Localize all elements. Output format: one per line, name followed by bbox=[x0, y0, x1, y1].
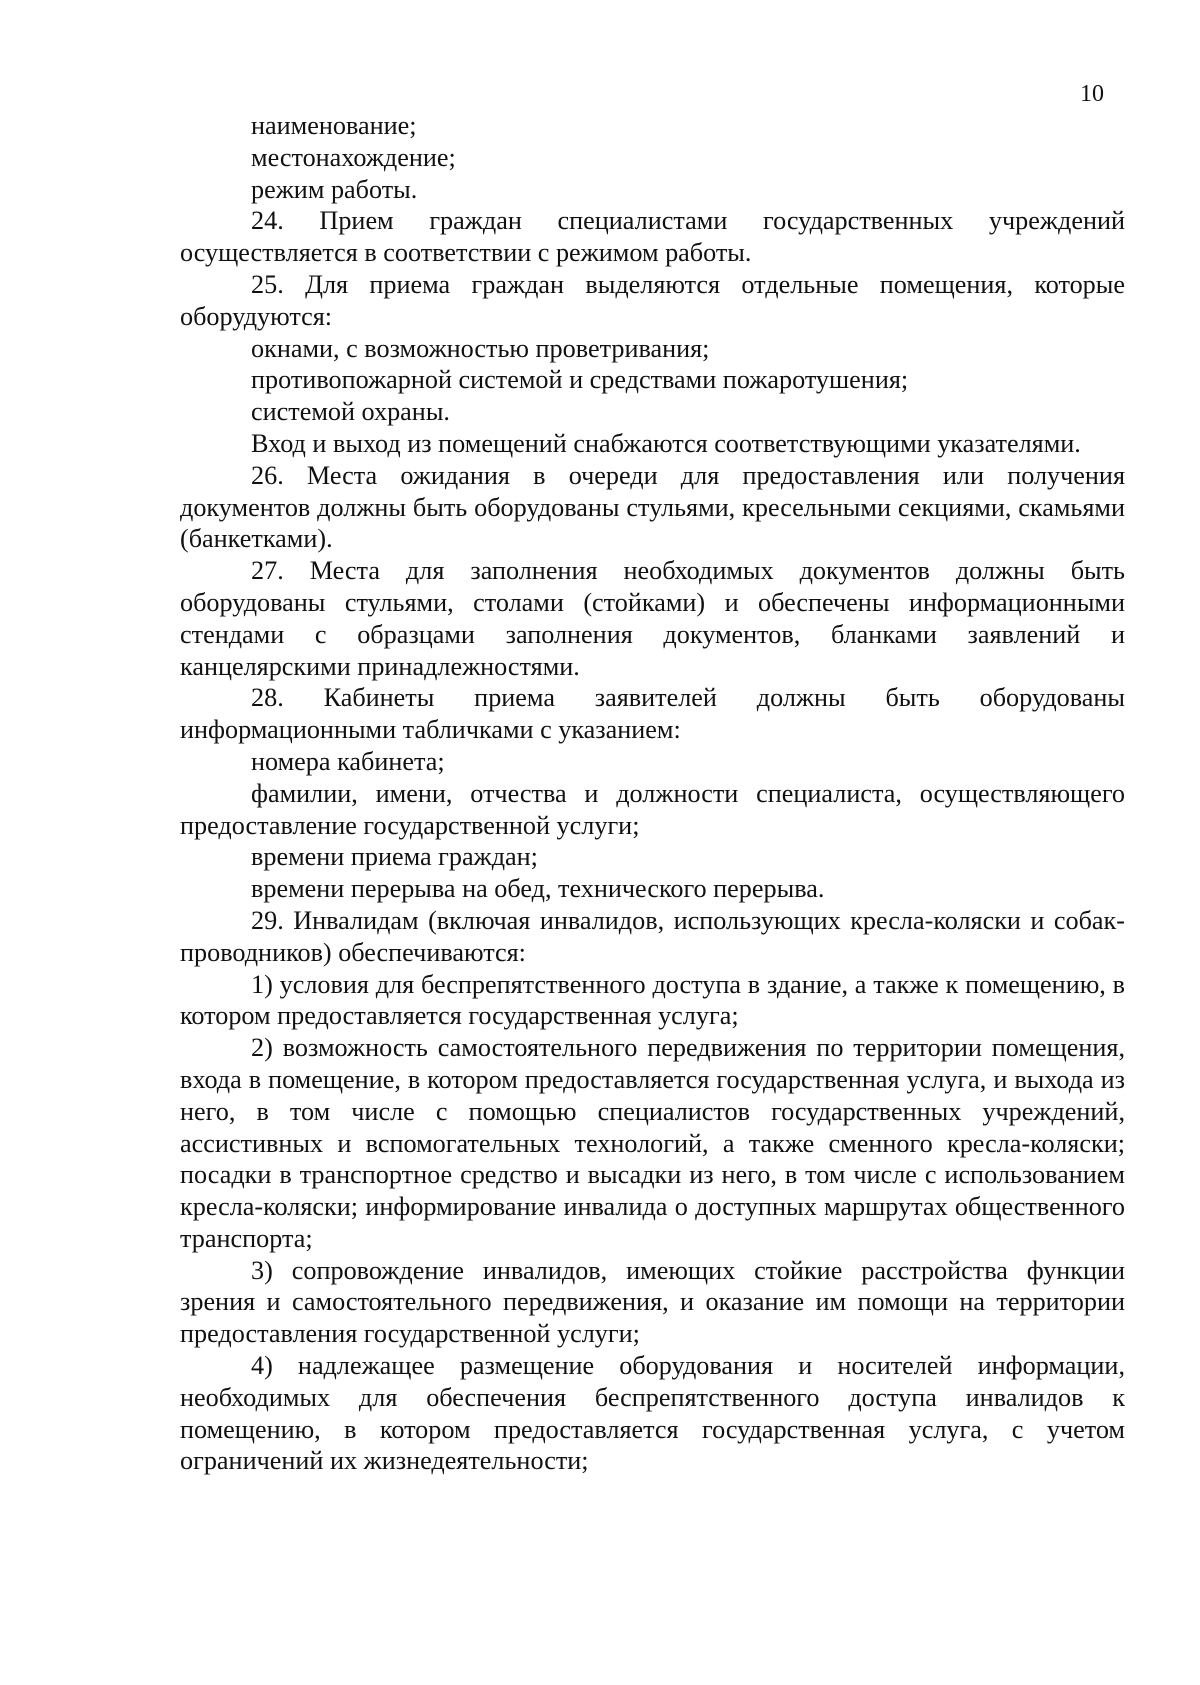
paragraph-list-item: противопожарной системой и средствами пожаротушения; bbox=[251, 365, 909, 395]
paragraph-subitem-4: 4) надлежащее размещение оборудования и носителей информации, необходимых для обеспечения беспрепятственного доступа инвалидов к помещению, в котором предоставляется государственная услуга, с учетом ограничений их жизнедеятельности; bbox=[180, 1351, 1125, 1476]
page-number: 10 bbox=[1080, 81, 1104, 107]
paragraph-clause-29: 29. Инвалидам (включая инвалидов, использующих кресла-коляски и собак-проводников) обеспечиваются: bbox=[180, 905, 1125, 967]
paragraph-list-item: времени перерыва на обед, технического перерыва. bbox=[251, 874, 825, 904]
paragraph-list-item: номера кабинета; bbox=[251, 746, 445, 776]
paragraph-clause-28: 28. Кабинеты приема заявителей должны быть оборудованы информационными табличками с указанием: bbox=[180, 683, 1125, 745]
paragraph-clause-24: 24. Прием граждан специалистами государственных учреждений осуществляется в соответствии с режимом работы. bbox=[180, 206, 1125, 268]
paragraph-list-item: местонахождение; bbox=[251, 142, 456, 172]
paragraph-list-item: наименование; bbox=[251, 111, 417, 140]
paragraph-clause-25: 25. Для приема граждан выделяются отдельные помещения, которые оборудуются: bbox=[180, 269, 1125, 331]
paragraph-list-item: режим работы. bbox=[251, 174, 418, 204]
paragraph-text: Вход и выход из помещений снабжаются соответствующими указателями. bbox=[251, 428, 1081, 458]
paragraph-subitem-2: 2) возможность самостоятельного передвижения по территории помещения, входа в помещение, в котором предоставляется государственная услуга, и выхода из него, в том числе с помощью специалистов государственных учреждений, ассистивных и вспомогательных технологий, а также сменного кресла-коляски; посадки в транспортное средство и высадки из него, в том числе с использованием кресла-коляски; информирование инвалида о доступных маршрутах общественного транспорта; bbox=[180, 1033, 1125, 1253]
paragraph-subitem-3: 3) сопровождение инвалидов, имеющих стойкие расстройства функции зрения и самостоятельного передвижения, и оказание им помощи на территории предоставления государственной услуги; bbox=[180, 1255, 1125, 1349]
document-body bbox=[180, 110, 1125, 1477]
paragraph-list-item: фамилии, имени, отчества и должности специалиста, осуществляющего предоставление государственной услуги; bbox=[180, 778, 1125, 840]
paragraph-list-item: времени приема граждан; bbox=[251, 842, 538, 872]
paragraph-subitem-1: 1) условия для беспрепятственного доступа в здание, а также к помещению, в котором предоставляется государственная услуга; bbox=[180, 969, 1125, 1031]
paragraph-list-item: системой охраны. bbox=[251, 397, 450, 427]
paragraph-clause-27: 27. Места для заполнения необходимых документов должны быть оборудованы стульями, столами (стойками) и обеспечены информационными стендами с образцами заполнения документов, бланками заявлений и канцелярскими принадлежностями. bbox=[180, 556, 1125, 681]
paragraph-clause-26: 26. Места ожидания в очереди для предоставления или получения документов должны быть оборудованы стульями, кресельными секциями, скамьями (банкетками). bbox=[180, 460, 1125, 554]
paragraph-list-item: окнами, с возможностью проветривания; bbox=[251, 333, 710, 363]
